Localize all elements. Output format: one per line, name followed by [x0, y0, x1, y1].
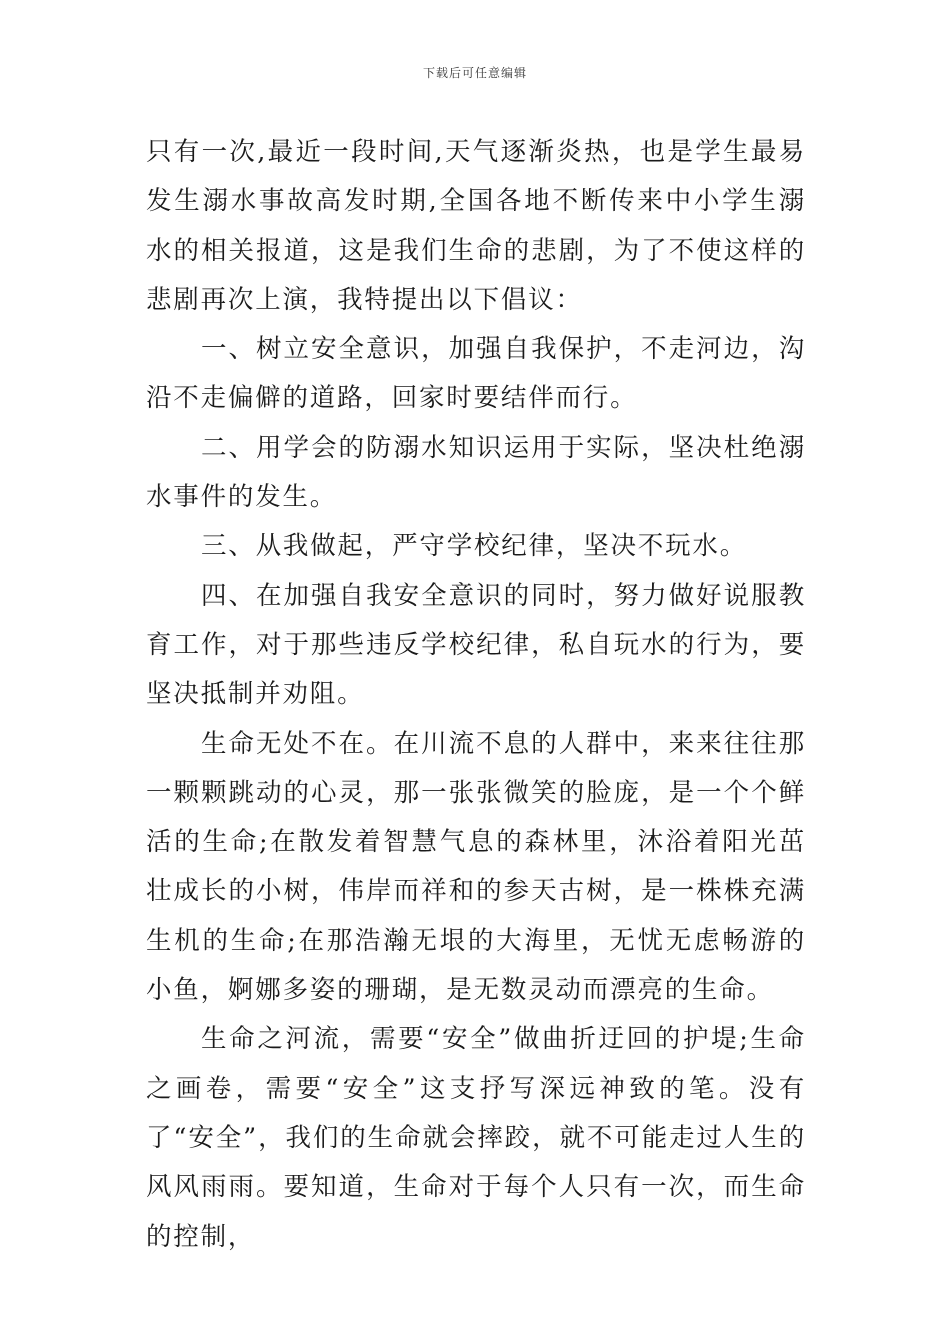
- paragraph: 二、用学会的防溺水知识运用于实际，坚决杜绝溺水事件的发生。: [146, 432, 806, 513]
- paragraph: 生命之河流，需要“安全”做曲折迂回的护堤;生命之画卷，需要“安全”这支抒写深远神致的笔。没有了“安全”，我们的生命就会摔跤，就不可能走过人生的风风雨雨。要知道，生命对于每个人只有一次，而生命的控制，: [146, 1024, 806, 1252]
- paragraph: 四、在加强自我安全意识的同时，努力做好说服教育工作，对于那些违反学校纪律，私自玩水的行为，要坚决抵制并劝阻。: [146, 580, 806, 710]
- paragraph: 生命无处不在。在川流不息的人群中，来来往往那一颗颗跳动的心灵，那一张张微笑的脸庞，是一个个鲜活的生命;在散发着智慧气息的森林里，沐浴着阳光茁壮成长的小树，伟岸而祥和的参天古树，是一株株充满生机的生命;在那浩瀚无垠的大海里，无忧无虑畅游的小鱼，婀娜多姿的珊瑚，是无数灵动而漂亮的生命。: [146, 728, 806, 1006]
- body-text: [146, 128, 806, 1262]
- paragraph: 只有一次,最近一段时间,天气逐渐炎热，也是学生最易发生溺水事故高发时期,全国各地不断传来中小学生溺水的相关报道，这是我们生命的悲剧，为了不使这样的悲剧再次上演，我特提出以下倡议：: [146, 137, 806, 315]
- page-header: 下载后可任意编辑: [422, 66, 527, 80]
- paragraph: 一、树立安全意识，加强自我保护，不走河边，沟沿不走偏僻的道路，回家时要结伴而行。: [146, 334, 806, 414]
- paragraph: 三、从我做起，严守学校纪律，坚决不玩水。: [201, 531, 748, 562]
